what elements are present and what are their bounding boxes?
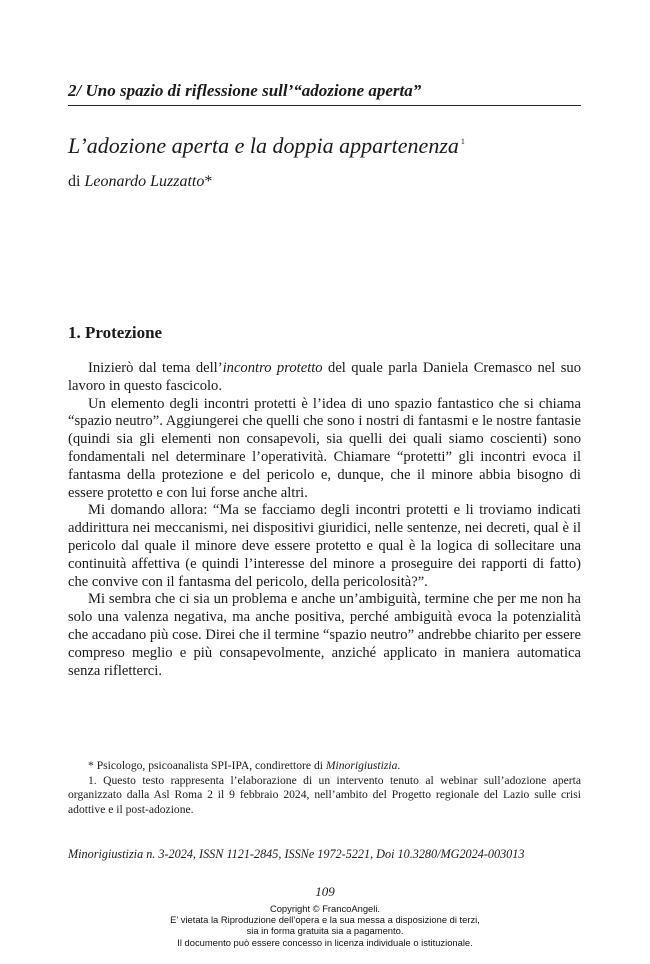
- article-title: [68, 128, 581, 160]
- byline: [68, 171, 581, 193]
- footnote-author: [68, 759, 581, 774]
- emphasis-text: incontro protetto: [222, 360, 323, 376]
- paragraph: Mi domando allora: “Ma se facciamo degli incontri protetti e li troviamo indicati addirittura nei meccanismi, nei dispositivi giuridici, nelle sentenze, nei decreti, qual è il pericolo dal quale il minore deve essere protetto e qual è la logica di sollecitare una continuità affettiva (e quindi l’interesse del minore a proseguire dei rapporti di fatto) che convive con il fantasma del pericolo, della pericolosità?”.: [68, 502, 581, 590]
- copyright-line: Il documento può essere concesso in licenza individuale o istituzionale.: [177, 936, 473, 948]
- paragraph-text: del quale parla Daniela Cremasco nel suo lavoro in questo fascicolo.: [68, 360, 581, 394]
- header-divider: [68, 105, 581, 106]
- section-heading: 1. Protezione: [68, 323, 163, 342]
- author-name: Leonardo Luzzatto: [84, 173, 205, 190]
- journal-citation: Minorigiustizia n. 3-2024, ISSN 1121-2845, ISSNe 1972-5221, Doi 10.3280/MG2024-003013: [68, 847, 525, 861]
- paragraph: Un elemento degli incontri protetti è l’idea di uno spazio fantastico che si chiama “spazio neutro”. Aggiungerei che quelli che sono i nostri di fantasmi e le nostre fantasie (quindi sia gli elementi non consapevoli, sia quelli dei quali siamo coscienti) sono fondamentali nel determinare l’operatività. Chiamare “protetti” gli incontri evoca il fantasma della protezione e del pericolo e, dunque, che il minore abbia bisogno di essere protetto e con lui forse anche altri.: [68, 395, 581, 501]
- journal-name: Minorigiustizia: [325, 759, 398, 772]
- byline-prefix: di: [68, 173, 85, 190]
- paragraph-text: Inizierò dal tema dell’: [88, 360, 223, 376]
- section-header: 2/ Uno spazio di riflessione sull’“adozione aperta”: [68, 81, 422, 100]
- copyright-line: E’ vietata la Riproduzione dell’opera e la sua messa a disposizione di terzi,: [170, 914, 480, 926]
- paragraph: Mi sembra che ci sia un problema e anche un’ambiguità, termine che per me non ha solo una valenza negativa, ma anche positiva, perché ambiguità evoca la potenzialità che accadano più cose. Direi che il termine “spazio neutro” andrebbe chiarito per essere compreso meglio e più consapevolmente, anziché applicato in maniera automatica senza rifletterci.: [68, 591, 581, 679]
- body-text: [68, 360, 581, 680]
- copyright-notice: [0, 903, 650, 948]
- copyright-line: sia in forma gratuita sia a pagamento.: [246, 925, 404, 937]
- article-title-text: L’adozione aperta e la doppia appartenenza: [68, 133, 459, 158]
- copyright-line: Copyright © FrancoAngeli.: [269, 903, 381, 914]
- page-number: 109: [315, 884, 335, 899]
- footnote-text: * Psicologo, psicoanalista SPI-IPA, condirettore di: [88, 759, 326, 772]
- title-footnote-marker: 1: [460, 137, 465, 146]
- author-footnote-marker: *: [204, 173, 213, 190]
- footnote-text: .: [397, 759, 401, 772]
- paragraph: [68, 360, 581, 396]
- footnotes: [68, 759, 581, 817]
- footnote-1: 1. Questo testo rappresenta l’elaborazione di un intervento tenuto al webinar sull’adozione aperta organizzato dalla Asl Roma 2 il 9 febbraio 2024, nell’ambito del Progetto regionale del Lazio sulle crisi adottive e il post-adozione.: [68, 773, 581, 816]
